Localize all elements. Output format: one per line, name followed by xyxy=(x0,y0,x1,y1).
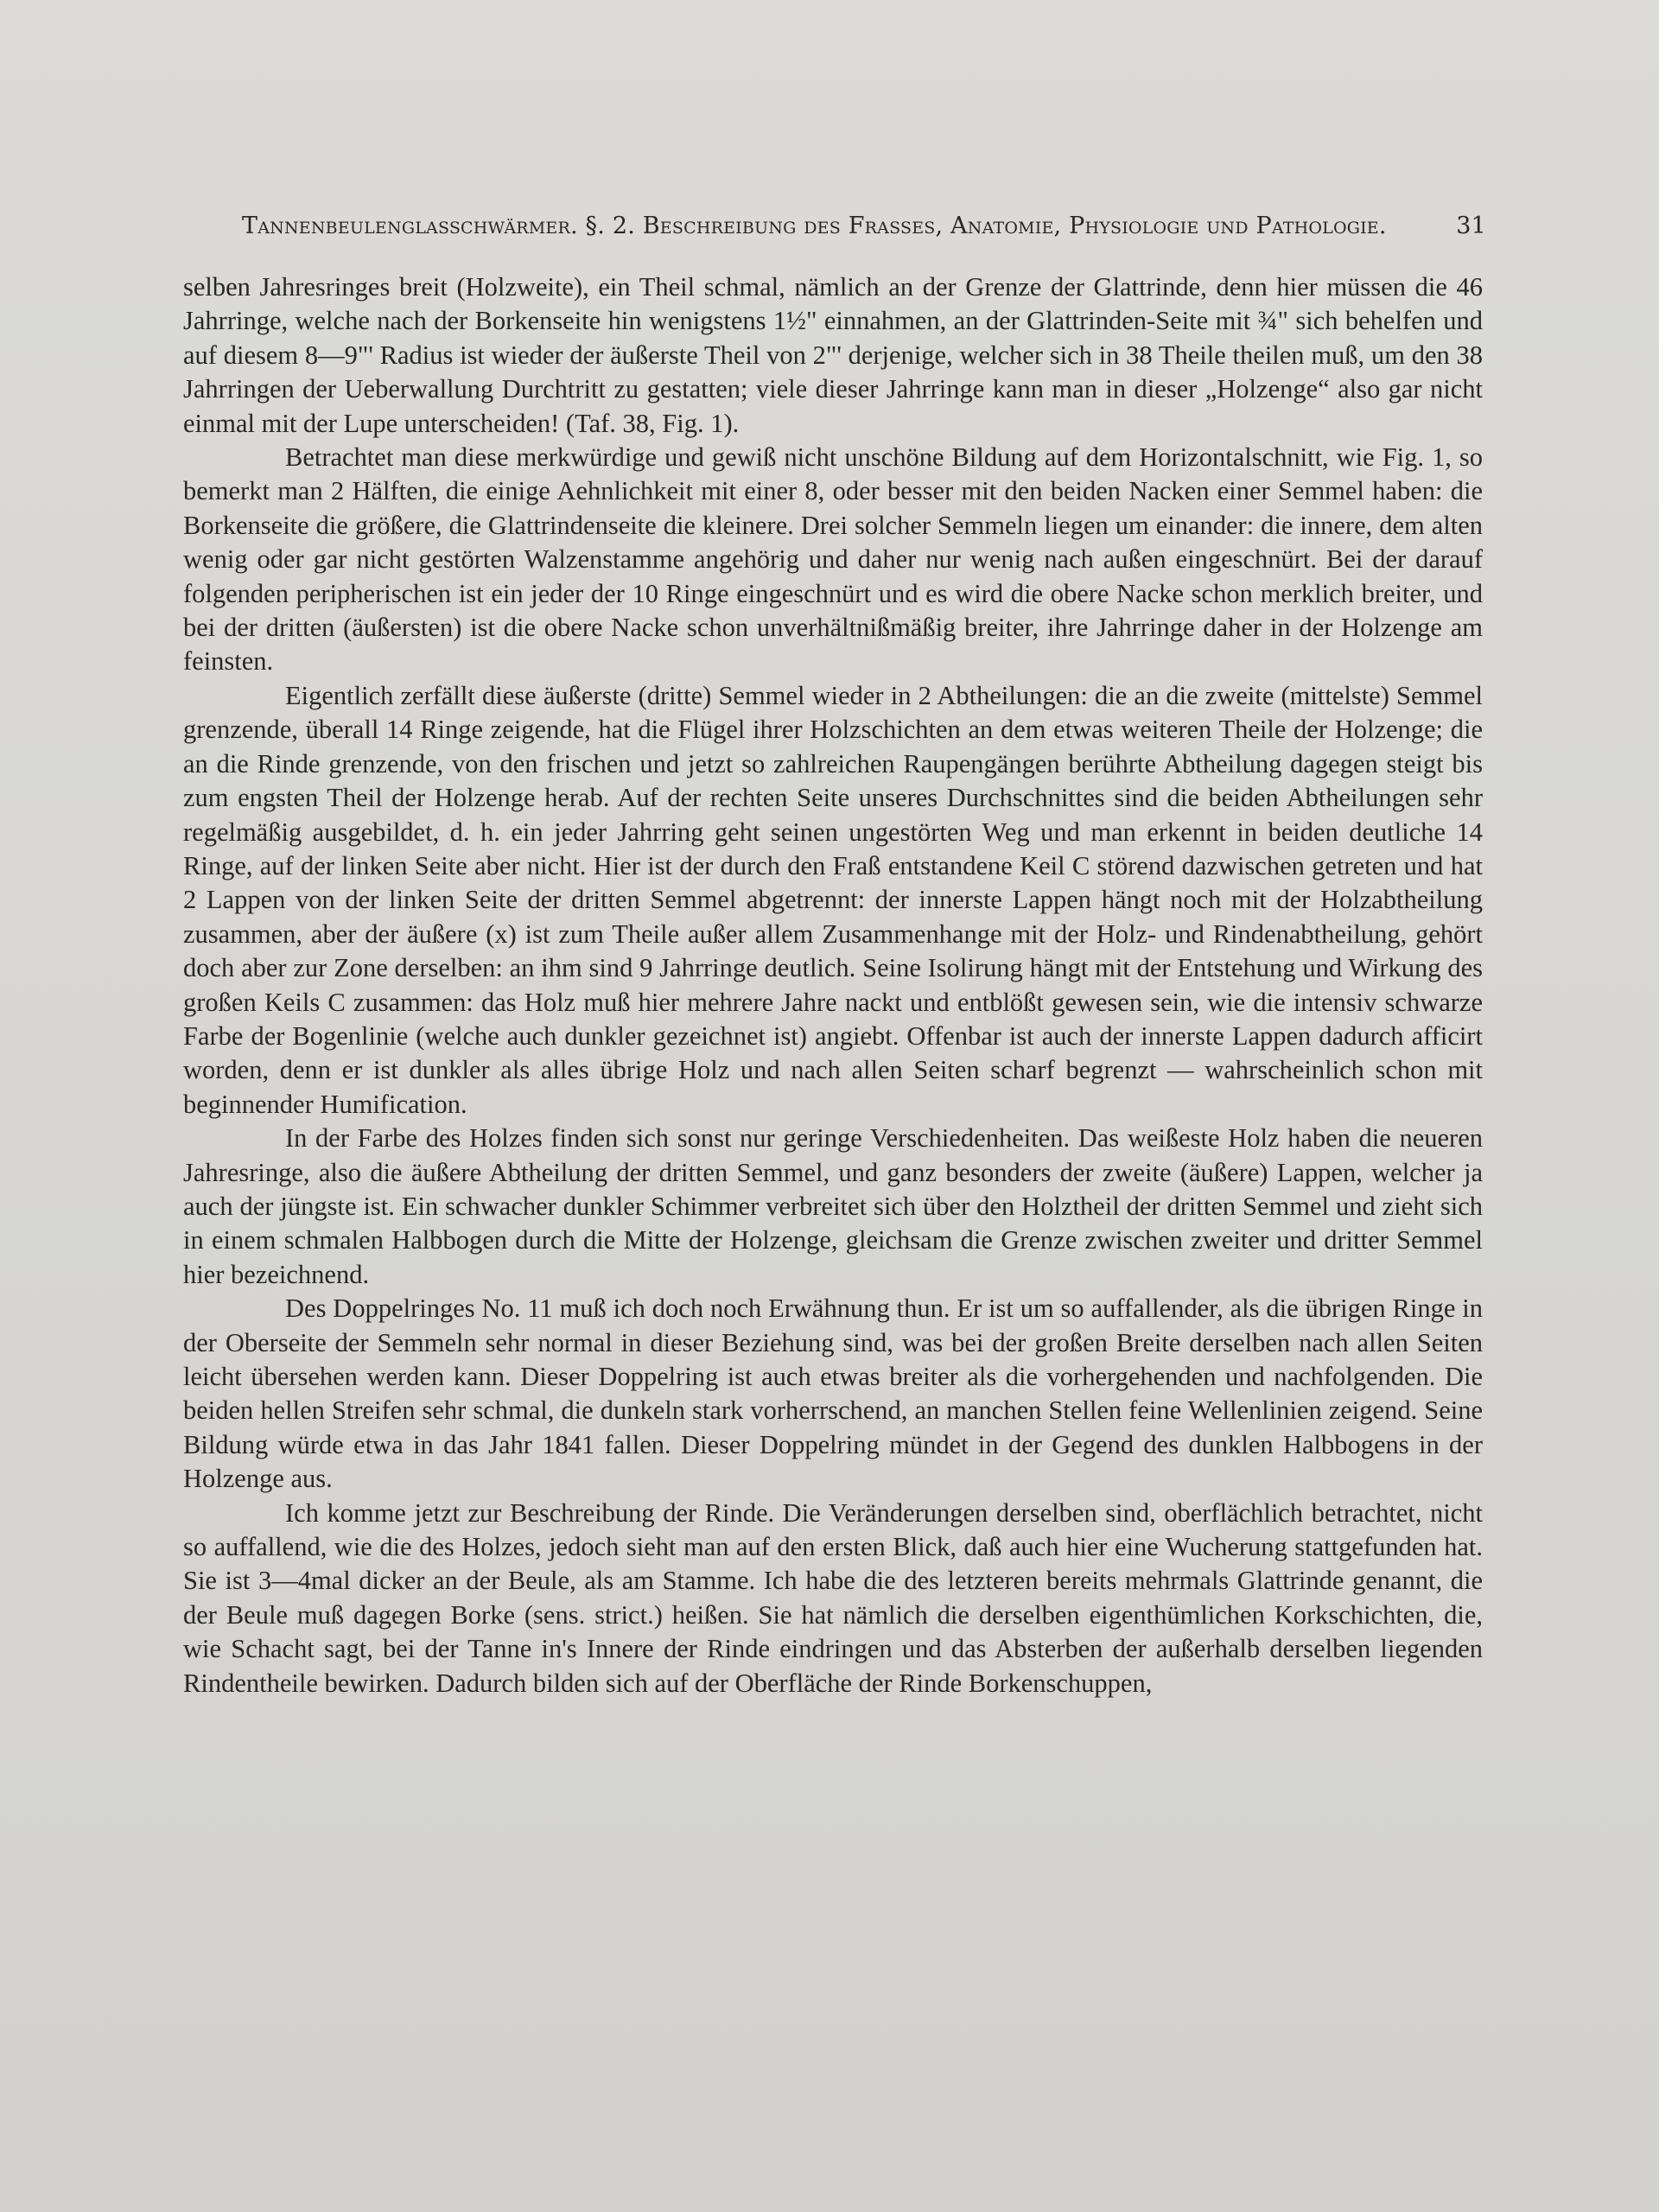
paragraph-1: selben Jahresringes breit (Holzweite), ein Theil schmal, nämlich an der Grenze der Glattrinde, denn hier müssen die 46 Jahrringe, welche nach der Borkenseite hin wenigstens 1½" einnahmen, an der Glattrinden-Seite mit ¾" sich behelfen und auf diesem 8—9"' Radius ist wieder der äußerste Theil von 2"' derjenige, welcher sich in 38 Theile theilen muß, um den 38 Jahrringen der Ueberwallung Durchtritt zu gestatten; viele dieser Jahrringe kann man in dieser „Holzenge“ also gar nicht einmal mit der Lupe unterscheiden! (Taf. 38, Fig. 1). xyxy=(183,272,1483,438)
paragraph-5: Des Doppelringes No. 11 muß ich doch noch Erwähnung thun. Er ist um so auffallender, als die übrigen Ringe in der Oberseite der Semmeln sehr normal in dieser Beziehung sind, was bei der großen Breite derselben nach allen Seiten leicht übersehen werden kann. Dieser Doppelring ist auch etwas breiter als die vorhergehenden und nachfolgenden. Die beiden hellen Streifen sehr schmal, die dunkeln stark vorherrschend, an manchen Stellen feine Wellenlinien zeigend. Seine Bildung würde etwa in das Jahr 1841 fallen. Dieser Doppelring mündet in der Gegend des dunklen Halbbogens in der Holzenge aus. xyxy=(183,1294,1483,1494)
body-text xyxy=(183,270,1483,1700)
header-title: Tannenbeulenglasschwärmer. §. 2. Beschreibung des Frasses, Anatomie, Physiologie und Pathologie. xyxy=(242,213,1387,239)
paragraph-3: Eigentlich zerfällt diese äußerste (dritte) Semmel wieder in 2 Abtheilungen: die an die zweite (mittelste) Semmel grenzende, überall 14 Ringe zeigende, hat die Flügel ihrer Holzschichten an dem etwas weiteren Theile der Holzenge; die an die Rinde grenzende, von den frischen und jetzt so zahlreichen Raupengängen berührte Abtheilung dagegen steigt bis zum engsten Theil der Holzenge herab. Auf der rechten Seite unseres Durchschnittes sind die beiden Abtheilungen sehr regelmäßig ausgebildet, d. h. ein jeder Jahrring geht seinen ungestörten Weg und man erkennt in beiden deutliche 14 Ringe, auf der linken Seite aber nicht. Hier ist der durch den Fraß entstandene Keil C störend dazwischen getreten und hat 2 Lappen von der linken Seite der dritten Semmel abgetrennt: der innerste Lappen hängt noch mit der Holzabtheilung zusammen, aber der äußere (x) ist zum Theile außer allem Zusammenhange mit der Holz- und Rindenabtheilung, gehört doch aber zur Zone derselben: an ihm sind 9 Jahrringe deutlich. Seine Isolirung hängt mit der Entstehung und Wirkung des großen Keils C zusammen: das Holz muß hier mehrere Jahre nackt und entblößt gewesen sein, wie die intensiv schwarze Farbe der Bogenlinie (welche auch dunkler gezeichnet ist) angiebt. Offenbar ist auch der innerste Lappen dadurch afficirt worden, denn er ist dunkler als alles übrige Holz und nach allen Seiten scharf begrenzt — wahrscheinlich schon mit beginnender Humification. xyxy=(183,680,1483,1119)
paragraph-4: In der Farbe des Holzes finden sich sonst nur geringe Verschiedenheiten. Das weißeste Holz haben die neueren Jahresringe, also die äußere Abtheilung der dritten Semmel, und ganz besonders der zweite (äußere) Lappen, welcher ja auch der jüngste ist. Ein schwacher dunkler Schimmer verbreitet sich über den Holztheil der dritten Semmel und zieht sich in einem schmalen Halbbogen durch die Mitte der Holzenge, gleichsam die Grenze zwischen zweiter und dritter Semmel hier bezeichnend. xyxy=(183,1123,1483,1289)
page-number: 31 xyxy=(1456,213,1486,239)
running-header xyxy=(242,209,1486,244)
paragraph-2: Betrachtet man diese merkwürdige und gewiß nicht unschöne Bildung auf dem Horizontalschnitt, wie Fig. 1, so bemerkt man 2 Hälften, die einige Aehnlichkeit mit einer 8, oder besser mit den beiden Nacken einer Semmel haben: die Borkenseite die größere, die Glattrindenseite die kleinere. Drei solcher Semmeln liegen um einander: die innere, dem alten wenig oder gar nicht gestörten Walzenstamme angehörig und daher nur wenig nach außen eingeschnürt. Bei der darauf folgenden peripherischen ist ein jeder der 10 Ringe eingeschnürt und es wird die obere Nacke schon merklich breiter, und bei der dritten (äußersten) ist die obere Nacke schon unverhältnißmäßig breiter, ihre Jahrringe daher in der Holzenge am feinsten. xyxy=(183,442,1483,677)
paragraph-6: Ich komme jetzt zur Beschreibung der Rinde. Die Veränderungen derselben sind, oberflächlich betrachtet, nicht so auffallend, wie die des Holzes, jedoch sieht man auf den ersten Blick, daß auch hier eine Wucherung stattgefunden hat. Sie ist 3—4mal dicker an der Beule, als am Stamme. Ich habe die des letzteren bereits mehrmals Glattrinde genannt, die der Beule muß dagegen Borke (sens. strict.) heißen. Sie hat nämlich die derselben eigenthümlichen Korkschichten, die, wie Schacht sagt, bei der Tanne in's Innere der Rinde eindringen und das Absterben der außerhalb derselben liegenden Rindentheile bewirken. Dadurch bilden sich auf der Oberfläche der Rinde Borkenschuppen, xyxy=(183,1497,1483,1698)
